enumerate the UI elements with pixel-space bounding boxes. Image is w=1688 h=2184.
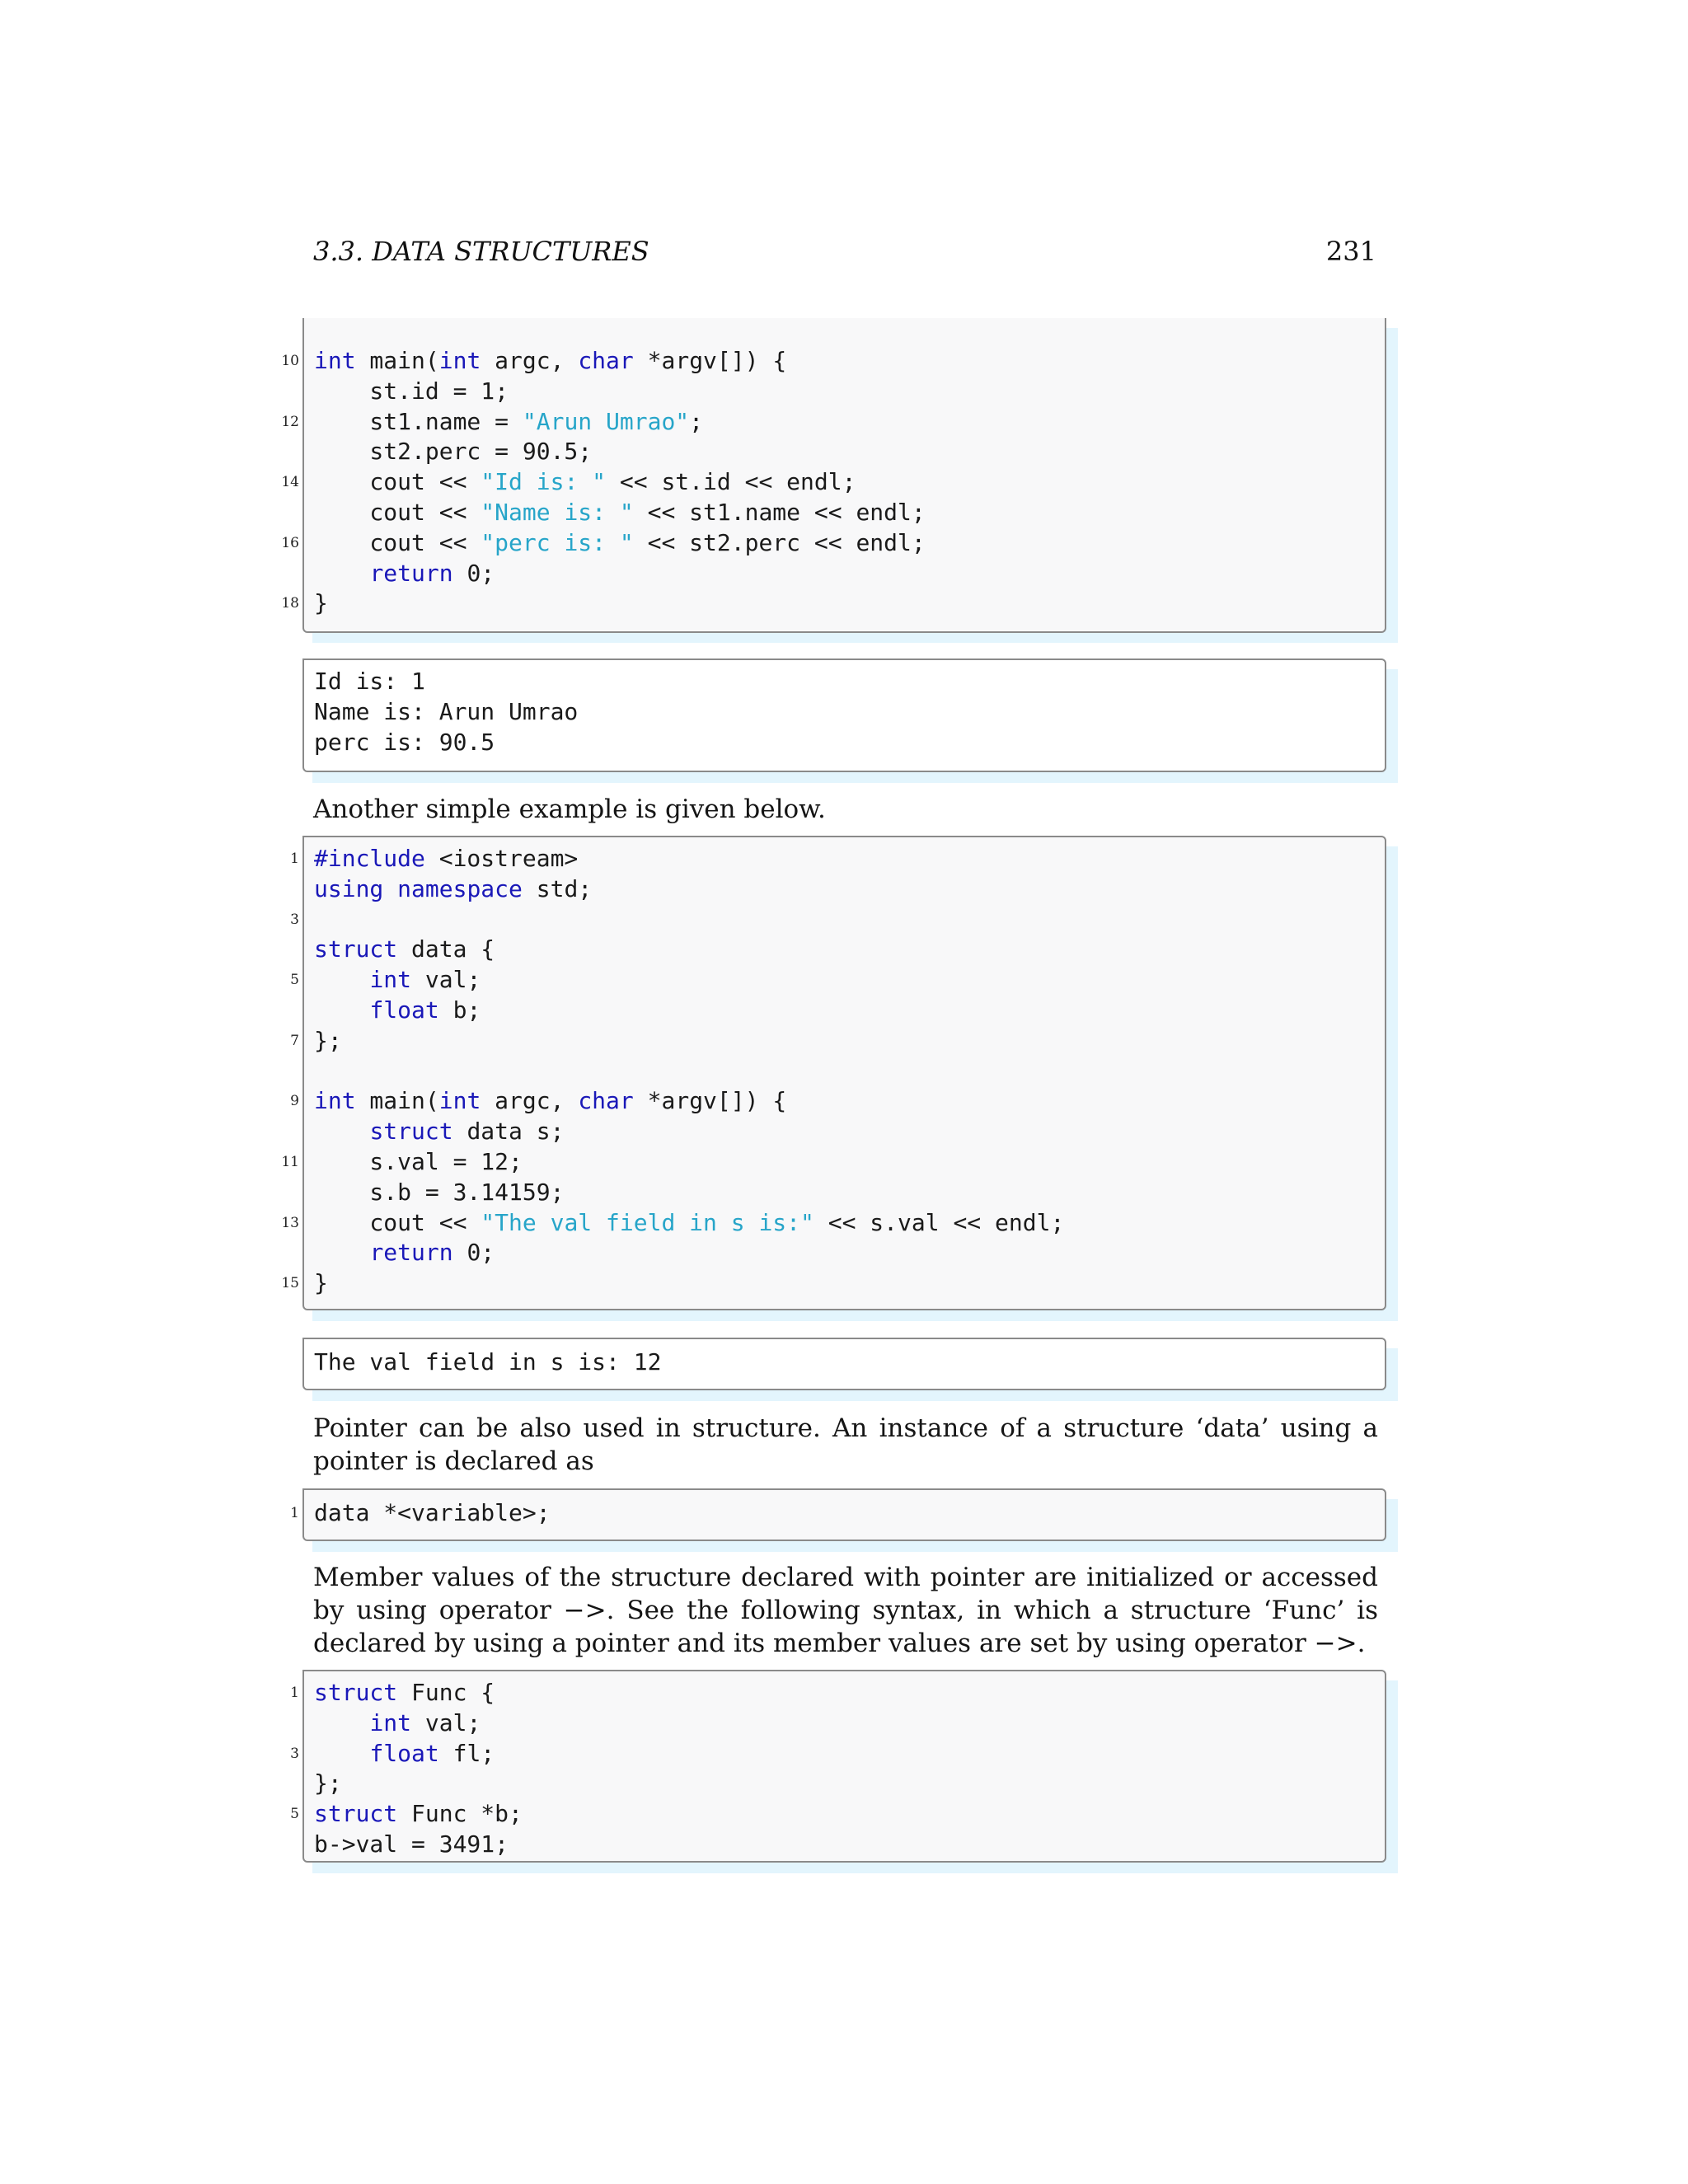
- line-number: 1: [290, 851, 299, 867]
- line-number: 9: [290, 1093, 299, 1110]
- code-lines: [290, 1498, 1375, 1529]
- code-text: main(: [355, 347, 439, 374]
- code-string: "perc is: ": [481, 528, 634, 556]
- code-line: [281, 1147, 1375, 1178]
- code-text: }: [314, 1269, 328, 1297]
- code-text: *argv[]) {: [633, 347, 787, 374]
- code-keyword: float: [369, 996, 439, 1024]
- code-text: argc,: [481, 1087, 579, 1115]
- code-line: [281, 407, 1375, 438]
- code-line: [314, 377, 1375, 407]
- code-line: [314, 437, 1375, 467]
- code-line: [290, 1799, 1375, 1830]
- code-text: fl;: [438, 1739, 495, 1767]
- code-line: [281, 528, 1375, 559]
- code-lines: [281, 844, 1375, 1299]
- output-line: perc is: 90.5: [314, 728, 495, 756]
- output-block-2: [302, 1338, 1386, 1390]
- line-number: 13: [281, 1214, 299, 1231]
- code-text: }: [314, 589, 328, 617]
- code-text: Func {: [397, 1679, 495, 1706]
- code-text: cout <<: [314, 1208, 481, 1236]
- code-line: [314, 559, 1375, 589]
- line-number: 11: [281, 1153, 299, 1170]
- code-text: main(: [355, 1087, 439, 1115]
- paragraph-2: [313, 1412, 1378, 1478]
- output-line: Id is: 1: [314, 668, 425, 695]
- code-keyword: int: [438, 347, 481, 374]
- code-line: [314, 1117, 1375, 1147]
- code-text: cout <<: [314, 468, 481, 496]
- output-line: Name is: Arun Umrao: [314, 697, 579, 725]
- code-line: [314, 1057, 1375, 1087]
- code-text: val;: [411, 1708, 481, 1736]
- code-keyword: using: [314, 874, 384, 902]
- code-line: [281, 467, 1375, 498]
- code-line: [290, 965, 1375, 996]
- output-lines: [314, 667, 1375, 757]
- code-keyword: struct: [314, 935, 398, 963]
- code-line: [314, 1178, 1375, 1208]
- code-text: data *<variable>;: [314, 1499, 551, 1526]
- page-number: 231: [1325, 236, 1376, 267]
- code-keyword: int: [369, 966, 412, 994]
- code-keyword: namespace: [397, 874, 523, 902]
- code-keyword: struct: [314, 1679, 398, 1706]
- code-line: [281, 346, 1375, 377]
- code-keyword: int: [314, 1087, 356, 1115]
- page-header: [313, 236, 1376, 272]
- code-keyword: #include: [314, 845, 425, 872]
- running-head-section: 3.3. DATA STRUCTURES: [313, 236, 649, 267]
- code-string: "Name is: ": [481, 498, 634, 526]
- paragraph-text: Member values of the structure declared with pointer are initialized or accessed by using operator −>. See the following syntax, in which a structure ‘Func’ is declared by using a pointer and its member values are set by using operator −>.: [313, 1563, 1378, 1658]
- code-keyword: char: [578, 1087, 634, 1115]
- code-lines: [290, 1678, 1375, 1860]
- code-keyword: return: [369, 1239, 453, 1267]
- paragraph-3: [313, 1561, 1378, 1660]
- code-string: "Arun Umrao": [522, 407, 690, 435]
- code-text: [383, 875, 397, 902]
- code-block-4: [290, 1670, 1386, 1863]
- line-number: 12: [281, 413, 299, 430]
- code-line: [290, 1498, 1375, 1529]
- code-text: b;: [438, 996, 481, 1024]
- paragraph-text: Pointer can be also used in structure. An instance of a structure ‘data’ using a pointer is declared as: [313, 1413, 1378, 1476]
- output-block-1: [302, 658, 1386, 772]
- code-text: std;: [522, 874, 593, 902]
- code-text: cout <<: [314, 528, 481, 556]
- line-number: 5: [290, 972, 299, 989]
- code-line: [314, 498, 1375, 528]
- code-text: };: [314, 1769, 342, 1797]
- code-line: [314, 1769, 1375, 1799]
- code-text: [314, 1709, 369, 1736]
- line-number: 14: [281, 474, 299, 491]
- code-text: Func *b;: [397, 1800, 523, 1828]
- code-text: b->val = 3491;: [314, 1830, 509, 1858]
- code-text: [314, 966, 369, 993]
- code-text: << st2.perc << endl;: [633, 528, 926, 556]
- code-text: data {: [397, 935, 495, 963]
- code-text: 0;: [452, 559, 495, 587]
- paragraph-1: [313, 793, 1378, 826]
- code-text: [314, 560, 369, 587]
- code-text: [314, 1740, 369, 1767]
- line-number: 7: [290, 1032, 299, 1049]
- code-line: [290, 844, 1375, 874]
- code-text: 0;: [452, 1239, 495, 1267]
- code-text: };: [314, 1026, 342, 1054]
- code-block-1: [281, 318, 1386, 633]
- code-line: [314, 1238, 1375, 1268]
- code-keyword: struct: [369, 1118, 453, 1146]
- code-text: st.id = 1;: [314, 377, 509, 405]
- code-text: [314, 1239, 369, 1266]
- line-number: 3: [290, 911, 299, 928]
- line-number: 16: [281, 534, 299, 551]
- code-text: s.b = 3.14159;: [314, 1178, 565, 1206]
- code-block-2: [281, 836, 1386, 1310]
- code-line: [290, 1026, 1375, 1057]
- code-text: data s;: [452, 1118, 565, 1146]
- code-text: argc,: [481, 347, 579, 374]
- code-text: s.val = 12;: [314, 1147, 523, 1175]
- code-block-3: [290, 1488, 1386, 1541]
- code-line: [290, 1086, 1375, 1117]
- code-keyword: char: [578, 347, 634, 374]
- output-line: The val field in s is: 12: [314, 1348, 662, 1376]
- code-text: cout <<: [314, 498, 481, 526]
- code-string: "The val field in s is:": [481, 1208, 814, 1236]
- line-number: 5: [290, 1806, 299, 1823]
- code-line: [314, 874, 1375, 905]
- code-keyword: int: [369, 1708, 412, 1736]
- paragraph-text: Another simple example is given below.: [313, 794, 826, 824]
- code-text: << s.val << endl;: [814, 1208, 1065, 1236]
- code-text: << st1.name << endl;: [633, 498, 926, 526]
- line-number: 3: [290, 1745, 299, 1762]
- code-keyword: struct: [314, 1800, 398, 1828]
- code-text: [314, 1118, 369, 1145]
- code-text: <iostream>: [424, 845, 579, 872]
- code-line: [290, 905, 1375, 935]
- code-line: [314, 996, 1375, 1026]
- code-text: st1.name =: [314, 407, 523, 435]
- line-number: 10: [281, 353, 299, 369]
- code-line: [281, 588, 1375, 619]
- code-keyword: float: [369, 1739, 439, 1767]
- code-line: [281, 1268, 1375, 1299]
- code-text: [314, 996, 369, 1024]
- code-text: st2.perc = 90.5;: [314, 438, 593, 466]
- code-keyword: int: [314, 347, 356, 374]
- code-line: [290, 1678, 1375, 1708]
- output-lines: [314, 1347, 1375, 1378]
- code-text: *argv[]) {: [633, 1087, 787, 1115]
- code-line: [314, 1708, 1375, 1739]
- code-line: [281, 1208, 1375, 1239]
- code-lines: [281, 346, 1375, 619]
- code-text: << st.id << endl;: [606, 468, 856, 496]
- line-number: 18: [281, 595, 299, 612]
- code-string: "Id is: ": [481, 468, 607, 496]
- code-text: ;: [689, 407, 704, 435]
- line-number: 1: [290, 1685, 299, 1701]
- line-number: 15: [281, 1275, 299, 1292]
- code-line: [290, 1739, 1375, 1769]
- code-line: [314, 1830, 1375, 1860]
- code-keyword: int: [438, 1087, 481, 1115]
- code-line: [314, 935, 1375, 965]
- code-keyword: return: [369, 559, 453, 587]
- line-number: 1: [290, 1505, 299, 1521]
- code-text: val;: [411, 966, 481, 994]
